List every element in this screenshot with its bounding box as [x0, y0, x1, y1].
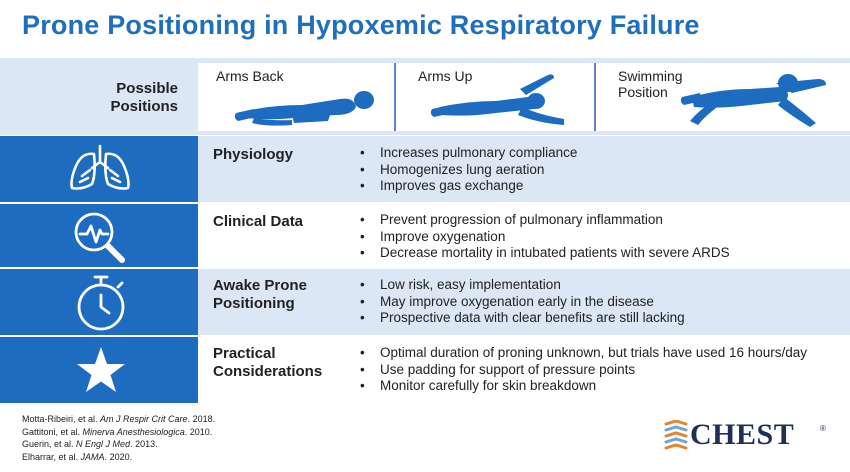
- list-item: • Homogenizes lung aeration: [358, 162, 577, 179]
- row-head-cell: [198, 204, 344, 267]
- bullet-list: [358, 145, 577, 195]
- row-practical: [0, 337, 850, 403]
- row-body-cell: [344, 204, 850, 267]
- row-clinical-data: [0, 204, 850, 267]
- list-item: • Low risk, easy implementation: [358, 277, 685, 294]
- position-arms-back: [198, 63, 394, 131]
- stopwatch-icon: [74, 273, 128, 333]
- chest-logo-registered: ®: [820, 424, 826, 433]
- star-icon: [76, 345, 126, 395]
- magnifier-heartbeat-icon: [72, 210, 130, 264]
- list-item: • Monitor carefully for skin breakdown: [358, 378, 807, 395]
- list-item: • Use padding for support of pressure points: [358, 362, 807, 379]
- row-title-practical: Practical Considerations: [213, 345, 323, 380]
- chest-logo-mark-icon: [664, 420, 688, 450]
- list-item: • Prospective data with clear benefits are still lacking: [358, 310, 685, 327]
- row-title-awake-prone: Awake Prone Positioning: [213, 277, 307, 312]
- prone-figure-arms-up-icon: [430, 71, 576, 131]
- row-icon-cell: [0, 136, 198, 202]
- prone-figure-swimming-icon: [680, 69, 840, 131]
- page-title: Prone Positioning in Hypoxemic Respiratory Failure: [22, 10, 700, 40]
- position-swimming: [596, 63, 850, 131]
- row-icon-cell: [0, 337, 198, 403]
- reference-item: Motta-Ribeiri, et al. Am J Respir Crit Care. 2018.: [22, 414, 216, 424]
- references: [22, 413, 215, 463]
- list-item: • Improve oxygenation: [358, 229, 730, 246]
- bullet-list: [358, 277, 685, 327]
- row-title-physiology: Physiology: [213, 146, 294, 163]
- row-head-cell: [198, 337, 344, 403]
- list-item: • Increases pulmonary compliance: [358, 145, 577, 162]
- row-physiology: [0, 136, 850, 202]
- position-label-swimming: Swimming Position: [618, 68, 683, 100]
- list-item: • Prevent progression of pulmonary inflammation: [358, 212, 730, 229]
- position-arms-up: [396, 63, 594, 131]
- lungs-icon: [68, 144, 132, 194]
- row-body-cell: [344, 136, 850, 202]
- row-head-cell: [198, 136, 344, 202]
- position-label-arms-back: Arms Back: [216, 68, 284, 84]
- prone-figure-arms-back-icon: [232, 85, 382, 129]
- positions-label: Possible Positions: [110, 80, 178, 115]
- row-body-cell: [344, 337, 850, 403]
- list-item: • Optimal duration of proning unknown, but trials have used 16 hours/day: [358, 345, 807, 362]
- row-awake-prone: [0, 269, 850, 335]
- reference-item: Elharrar, et al. JAMA. 2020.: [22, 451, 133, 462]
- bullet-list: [358, 345, 807, 395]
- row-title-clinical-data: Clinical Data: [213, 213, 304, 230]
- row-head-cell: [198, 269, 344, 335]
- reference-item: Guerin, et al. N Engl J Med. 2013.: [22, 439, 158, 450]
- row-icon-cell: [0, 269, 198, 335]
- chest-logo-text: CHEST: [690, 418, 795, 451]
- list-item: • Improves gas exchange: [358, 178, 577, 195]
- reference-item: Gattitoni, et al. Minerva Anesthesiologica. 2010.: [22, 426, 213, 437]
- list-item: • May improve oxygenation early in the disease: [358, 294, 685, 311]
- row-body-cell: [344, 269, 850, 335]
- bullet-list: [358, 212, 730, 262]
- row-icon-cell: [0, 204, 198, 267]
- list-item: • Decrease mortality in intubated patients with severe ARDS: [358, 245, 730, 262]
- position-label-arms-up: Arms Up: [418, 68, 473, 84]
